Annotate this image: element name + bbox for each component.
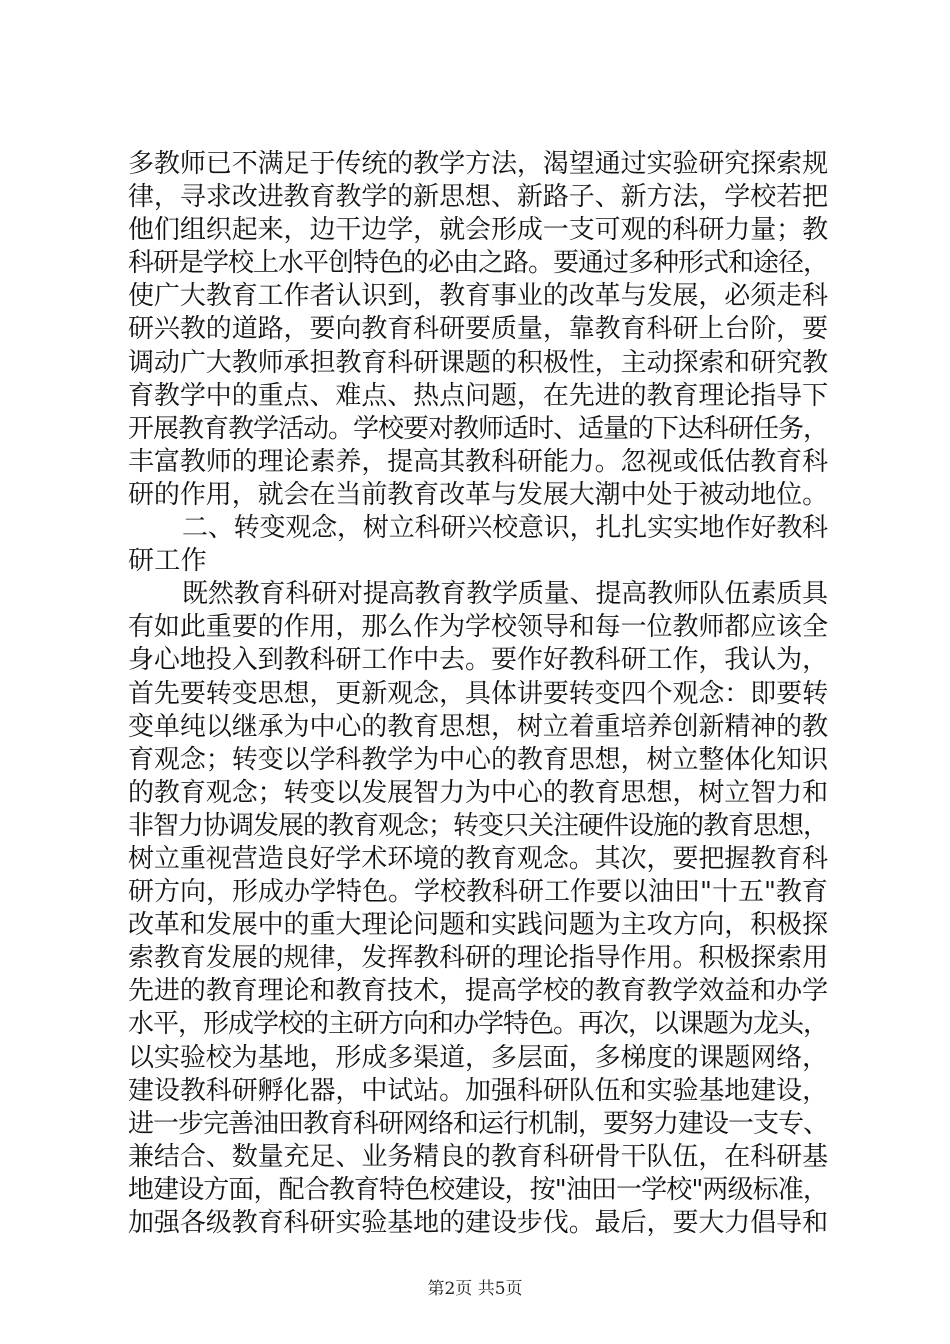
body-text [128,148,828,1240]
text-line: 索教育发展的规律，发挥教科研的理论指导作用。积极探索用 [128,943,829,974]
text-line: 育教学中的重点、难点、热点问题，在先进的教育理论指导下 [128,380,829,411]
text-line: 非智力协调发展的教育观念；转变只关注硬件设施的教育思想， [128,810,829,841]
text-line: 先进的教育理论和教育技术，提高学校的教育教学效益和办学 [128,976,829,1007]
text-line: 既然教育科研对提高教育教学质量、提高教师队伍素质具 [182,579,829,610]
text-line: 律，寻求改进教育教学的新思想、新路子、新方法，学校若把 [128,182,829,213]
text-line: 水平，形成学校的主研方向和办学特色。再次，以课题为龙头， [128,1009,829,1040]
text-line: 的教育观念；转变以发展智力为中心的教育思想，树立智力和 [128,777,829,808]
text-line: 开展教育教学活动。学校要对教师适时、适量的下达科研任务， [128,413,829,444]
text-line: 进一步完善油田教育科研网络和运行机制，要努力建设一支专、 [128,1108,829,1139]
text-line: 调动广大教师承担教育科研课题的积极性，主动探索和研究教 [128,347,829,378]
text-line: 二、转变观念，树立科研兴校意识，扎扎实实地作好教科 [182,513,829,544]
text-line: 地建设方面，配合教育特色校建设，按"油田一学校"两级标准， [128,1174,828,1205]
text-line: 科研是学校上水平创特色的必由之路。要通过多种形式和途径， [128,248,829,279]
text-line: 研的作用，就会在当前教育改革与发展大潮中处于被动地位。 [128,479,829,510]
text-line: 以实验校为基地，形成多渠道，多层面，多梯度的课题网络， [128,1042,829,1073]
text-line: 变单纯以继承为中心的教育思想，树立着重培养创新精神的教 [128,711,829,742]
text-line: 研兴教的道路，要向教育科研要质量，靠教育科研上台阶，要 [128,314,829,345]
text-line: 有如此重要的作用，那么作为学校领导和每一位教师都应该全 [128,612,829,643]
text-line: 研工作 [128,546,207,577]
text-line: 树立重视营造良好学术环境的教育观念。其次，要把握教育科 [128,843,829,874]
text-line: 研方向，形成办学特色。学校教科研工作要以油田"十五"教育 [128,877,828,908]
text-line: 改革和发展中的重大理论问题和实践问题为主攻方向，积极探 [128,910,829,941]
text-line: 丰富教师的理论素养，提高其教科研能力。忽视或低估教育科 [128,446,829,477]
text-line: 首先要转变思想，更新观念，具体讲要转变四个观念：即要转 [128,678,829,709]
text-line: 加强各级教育科研实验基地的建设步伐。最后，要大力倡导和 [128,1208,829,1238]
page-footer: 第2页 共5页 [427,1279,523,1299]
text-line: 多教师已不满足于传统的教学方法，渴望通过实验研究探索规 [128,149,829,179]
text-line: 使广大教育工作者认识到，教育事业的改革与发展，必须走科 [128,281,829,312]
text-line: 兼结合、数量充足、业务精良的教育科研骨干队伍，在科研基 [128,1141,829,1172]
text-line: 建设教科研孵化器，中试站。加强科研队伍和实验基地建设， [128,1075,829,1106]
text-line: 他们组织起来，边干边学，就会形成一支可观的科研力量；教 [128,215,829,246]
text-line: 育观念；转变以学科教学为中心的教育思想，树立整体化知识 [128,744,829,775]
text-line: 身心地投入到教科研工作中去。要作好教科研工作，我认为， [128,645,829,676]
